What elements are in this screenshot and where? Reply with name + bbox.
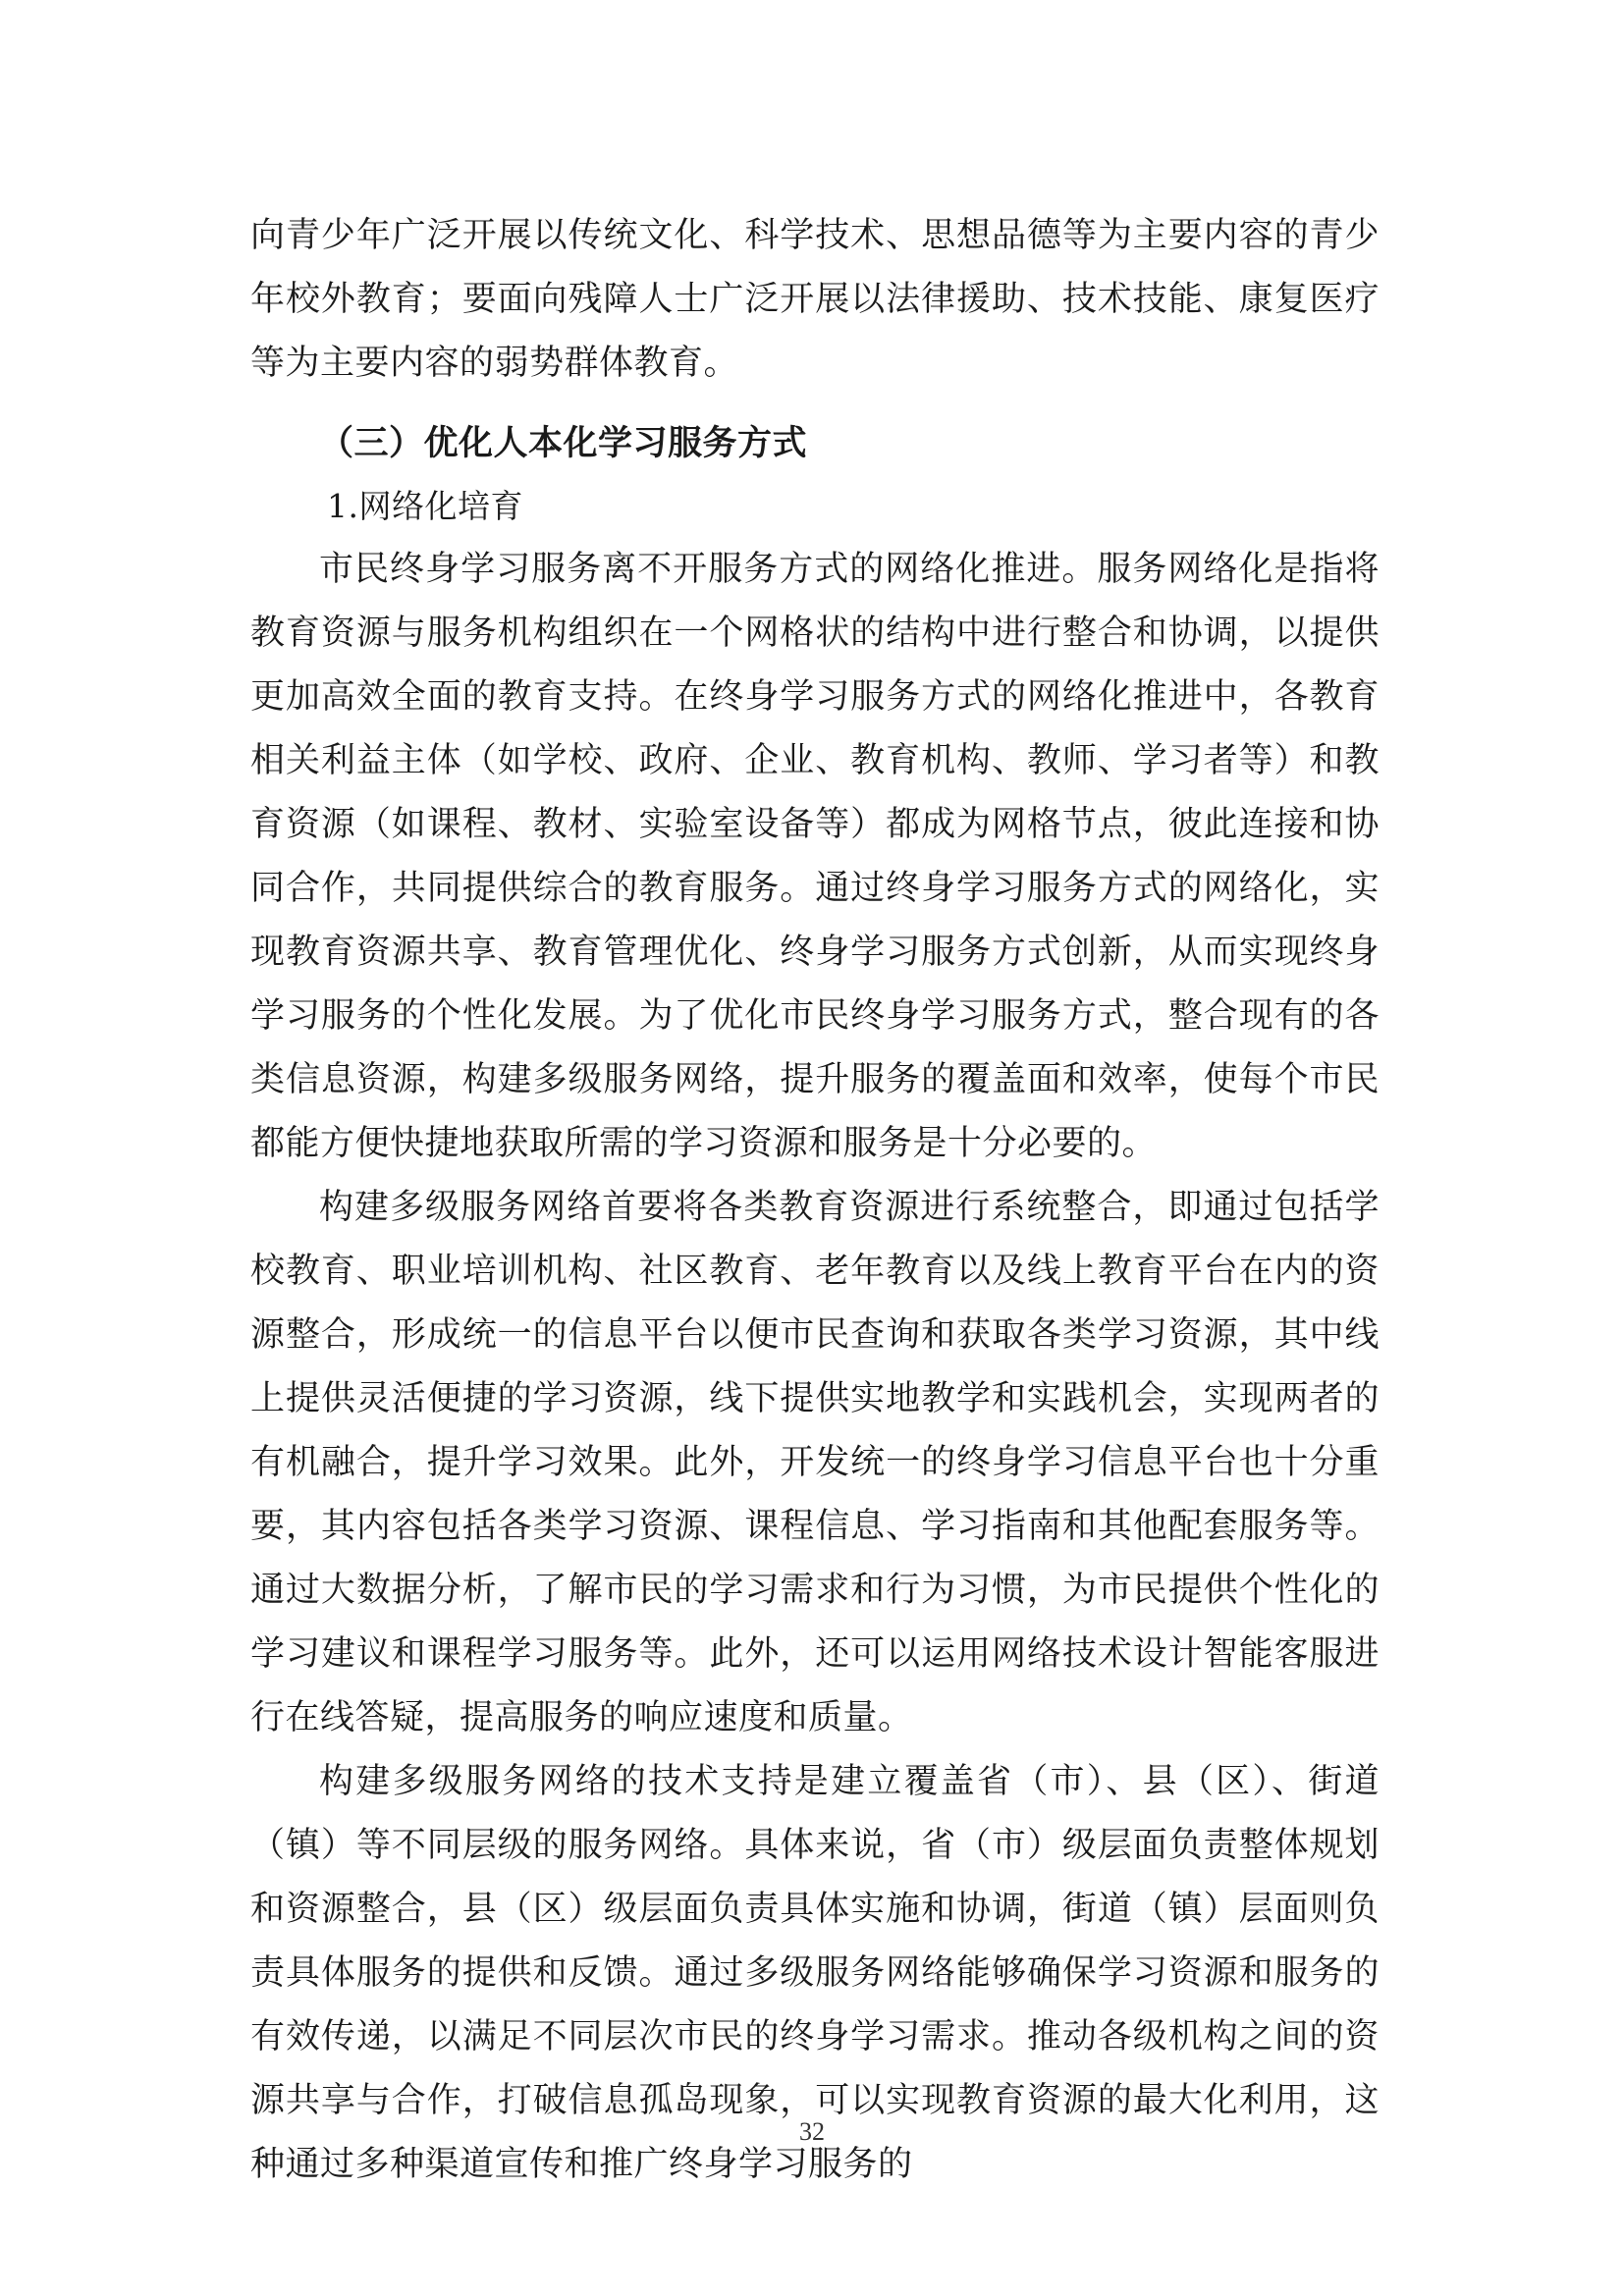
body-paragraph: 构建多级服务网络首要将各类教育资源进行系统整合，即通过包括学校教育、职业培训机构、社区教育、老年教育以及线上教育平台在内的资源整合，形成统一的信息平台以便市民查询和获取各类学习资源，其中线上提供灵活便捷的学习资源，线下提供实地教学和实践机会，实现两者的有机融合，提升学习效果。此外，开发统一的终身学习信息平台也十分重要，其内容包括各类学习资源、课程信息、学习指南和其他配套服务等。通过大数据分析，了解市民的学习需求和行为习惯，为市民提供个性化的学习建议和课程学习服务等。此外，还可以运用网络技术设计智能客服进行在线答疑，提高服务的响应速度和质量。	[250, 1188, 1380, 1737]
body-paragraph: 市民终身学习服务离不开服务方式的网络化推进。服务网络化是指将教育资源与服务机构组织在一个网格状的结构中进行整合和协调，以提供更加高效全面的教育支持。在终身学习服务方式的网络化推进中，各教育相关利益主体（如学校、政府、企业、教育机构、教师、学习者等）和教育资源（如课程、教材、实验室设备等）都成为网格节点，彼此连接和协同合作，共同提供综合的教育服务。通过终身学习服务方式的网络化，实现教育资源共享、教育管理优化、终身学习服务方式创新，从而实现终身学习服务的个性化发展。为了优化市民终身学习服务方式，整合现有的各类信息资源，构建多级服务网络，提升服务的覆盖面和效率，使每个市民都能方便快捷地获取所需的学习资源和服务是十分必要的。	[250, 550, 1380, 1163]
section-heading: （三）优化人本化学习服务方式	[319, 424, 808, 463]
body-paragraph: 构建多级服务网络的技术支持是建立覆盖省（市）、县（区）、街道（镇）等不同层级的服务网络。具体来说，省（市）级层面负责整体规划和资源整合，县（区）级层面负责具体实施和协调，街道（镇）层面则负责具体服务的提供和反馈。通过多级服务网络能够确保学习资源和服务的有效传递，以满足不同层次市民的终身学习需求。推动各级机构之间的资源共享与合作，打破信息孤岛现象，可以实现教育资源的最大化利用，这种通过多种渠道宣传和推广终身学习服务的	[250, 1762, 1380, 2184]
continued-paragraph: 向青少年广泛开展以传统文化、科学技术、思想品德等为主要内容的青少年校外教育；要面向残障人士广泛开展以法律援助、技术技能、康复医疗等为主要内容的弱势群体教育。	[250, 216, 1380, 383]
document-page	[250, 204, 1380, 2197]
page-number: 32	[799, 2117, 825, 2146]
subsection-heading: 1.网络化培育	[327, 487, 523, 525]
